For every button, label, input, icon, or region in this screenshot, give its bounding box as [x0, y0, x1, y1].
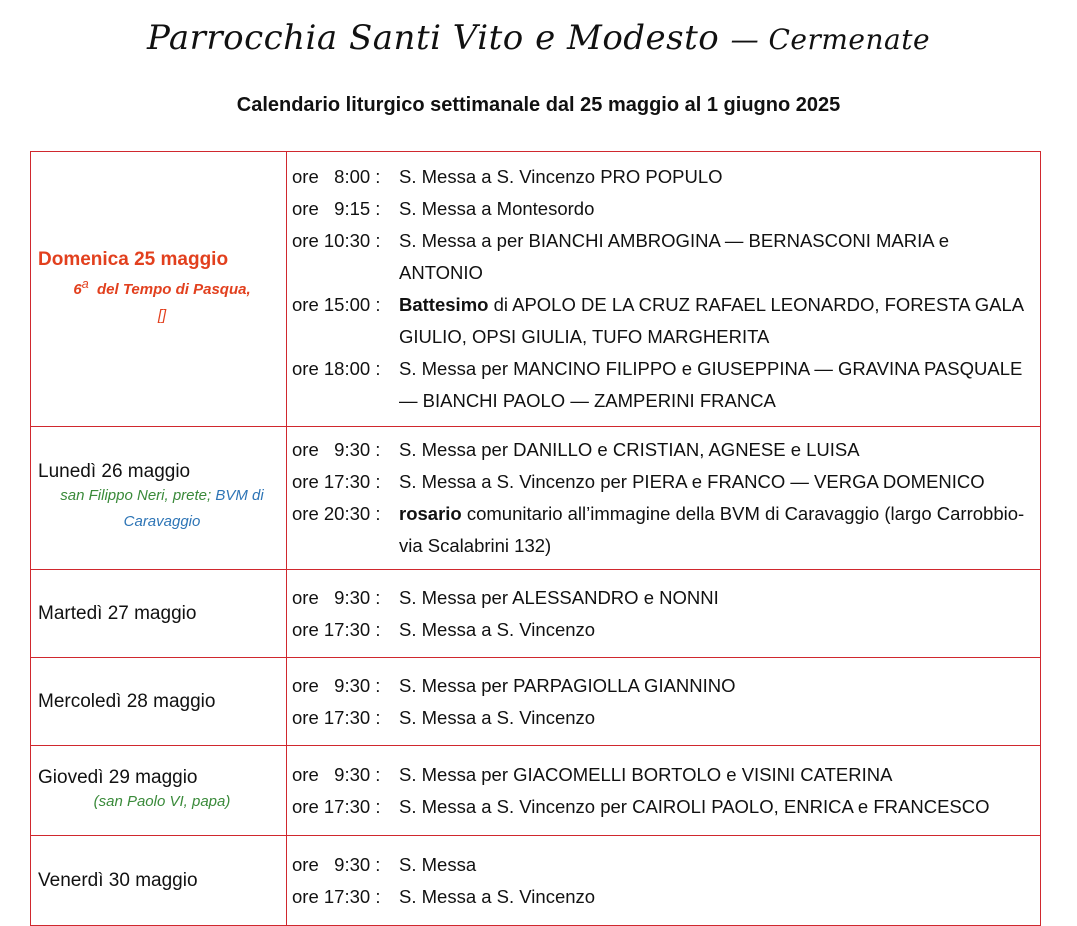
entry-time: ore 17:30 : [292, 471, 381, 492]
schedule-entry [292, 225, 1036, 289]
day-notes [38, 789, 286, 815]
day-row [31, 427, 1041, 570]
entry-text: S. Messa per GIACOMELLI BORTOLO e VISINI CATERINA [399, 763, 893, 785]
events-cell [287, 152, 1041, 427]
day-name: Lunedì 26 maggio [38, 461, 191, 482]
schedule-entry [292, 759, 1036, 791]
entry-text: comunitario all’immagine della BVM di Caravaggio (largo Carrobbio-via Scalabrini 132) [399, 503, 1025, 556]
parish-name: Parrocchia Santi Vito e Modesto [146, 18, 720, 58]
entry-text: S. Messa a Montesordo [399, 198, 595, 219]
entry-text: S. Messa a S. Vincenzo [399, 885, 596, 907]
parish-place: — Cermenate [730, 23, 931, 56]
day-notes [38, 483, 286, 535]
entry-time: ore 17:30 : [292, 706, 381, 728]
entry-text: S. Messa a S. Vincenzo [399, 618, 596, 640]
entry-text: S. Messa a S. Vincenzo PRO POPULO [399, 166, 723, 187]
day-note: BVM di Caravaggio [123, 487, 268, 530]
entry-time: ore 9:30 : [292, 674, 381, 696]
day-note: del Tempo di Pasqua, [88, 281, 251, 298]
entry-time: ore 15:00 : [292, 294, 381, 315]
schedule-entry [292, 193, 1036, 225]
entry-text: S. Messa a per BIANCHI AMBROGINA — BERNASCONI MARIA e ANTONIO [399, 230, 950, 283]
day-row [31, 570, 1041, 658]
day-row [31, 836, 1041, 926]
schedule-entry [292, 434, 1036, 466]
day-name: Domenica 25 maggio [38, 249, 229, 270]
schedule-entry [292, 791, 1036, 823]
events-cell [287, 658, 1041, 746]
entry-time: ore 18:00 : [292, 358, 381, 379]
schedule-entry [292, 614, 1036, 646]
day-cell [31, 836, 287, 926]
events-cell [287, 570, 1041, 658]
entry-time: ore 17:30 : [292, 618, 381, 640]
day-name: Martedì 27 maggio [38, 602, 197, 624]
entry-time: ore 9:30 : [292, 439, 381, 460]
weekly-calendar-table [30, 151, 1041, 926]
schedule-entry [292, 849, 1036, 881]
day-row [31, 658, 1041, 746]
schedule-entry [292, 498, 1036, 562]
day-row [31, 152, 1041, 427]
schedule-entry [292, 702, 1036, 734]
day-cell [31, 746, 287, 836]
day-notes [38, 271, 286, 329]
entry-text: Battesimo [399, 294, 489, 315]
entry-text: di APOLO DE LA CRUZ RAFAEL LEONARDO, FORESTA GALA GIULIO, OPSI GIULIA, TUFO MARGHERITA [399, 294, 1024, 347]
entry-text: S. Messa per ALESSANDRO e NONNI [399, 586, 719, 608]
entry-text: S. Messa a S. Vincenzo per CAIROLI PAOLO, ENRICA e FRANCESCO [399, 795, 990, 817]
schedule-entry [292, 161, 1036, 193]
events-cell [287, 746, 1041, 836]
entry-time: ore 17:30 : [292, 885, 381, 907]
day-cell [31, 427, 287, 570]
entry-text: S. Messa per MANCINO FILIPPO e GIUSEPPINA — GRAVINA PASQUALE — BIANCHI PAOLO — ZAMPERINI FRANCA [399, 358, 1023, 411]
entry-text: S. Messa per DANILLO e CRISTIAN, AGNESE e LUISA [399, 439, 860, 460]
entry-text: S. Messa per PARPAGIOLLA GIANNINO [399, 674, 736, 696]
day-note: a [81, 277, 89, 291]
day-name: Venerdì 30 maggio [38, 869, 198, 891]
schedule-entry [292, 466, 1036, 498]
day-note: san Filippo Neri, prete; [60, 487, 216, 504]
day-note: [] [157, 307, 167, 324]
day-name: Mercoledì 28 maggio [38, 690, 216, 712]
entry-time: ore 9:15 : [292, 198, 381, 219]
schedule-entry [292, 353, 1036, 417]
entry-time: ore 10:30 : [292, 230, 381, 251]
day-note: 6 [73, 281, 82, 298]
events-cell [287, 836, 1041, 926]
day-cell [31, 570, 287, 658]
entry-time: ore 8:00 : [292, 166, 381, 187]
calendar-subtitle: Calendario liturgico settimanale dal 25 maggio al 1 giugno 2025 [236, 94, 841, 116]
entry-text: S. Messa a S. Vincenzo [399, 706, 596, 728]
entry-text: rosario [399, 503, 462, 524]
entry-time: ore 9:30 : [292, 586, 381, 608]
page-title [0, 18, 1077, 58]
day-note: (san Paolo VI, papa) [93, 792, 231, 810]
schedule-entry [292, 289, 1036, 353]
events-cell [287, 427, 1041, 570]
day-row [31, 746, 1041, 836]
entry-time: ore 9:30 : [292, 853, 381, 875]
entry-time: ore 17:30 : [292, 795, 381, 817]
schedule-entry [292, 670, 1036, 702]
day-name: Giovedì 29 maggio [38, 766, 198, 788]
entry-time: ore 9:30 : [292, 763, 381, 785]
schedule-entry [292, 582, 1036, 614]
entry-time: ore 20:30 : [292, 503, 381, 524]
day-cell [31, 152, 287, 427]
schedule-entry [292, 881, 1036, 913]
day-cell [31, 658, 287, 746]
entry-text: S. Messa [399, 853, 477, 875]
entry-text: S. Messa a S. Vincenzo per PIERA e FRANCO — VERGA DOMENICO [399, 471, 985, 492]
